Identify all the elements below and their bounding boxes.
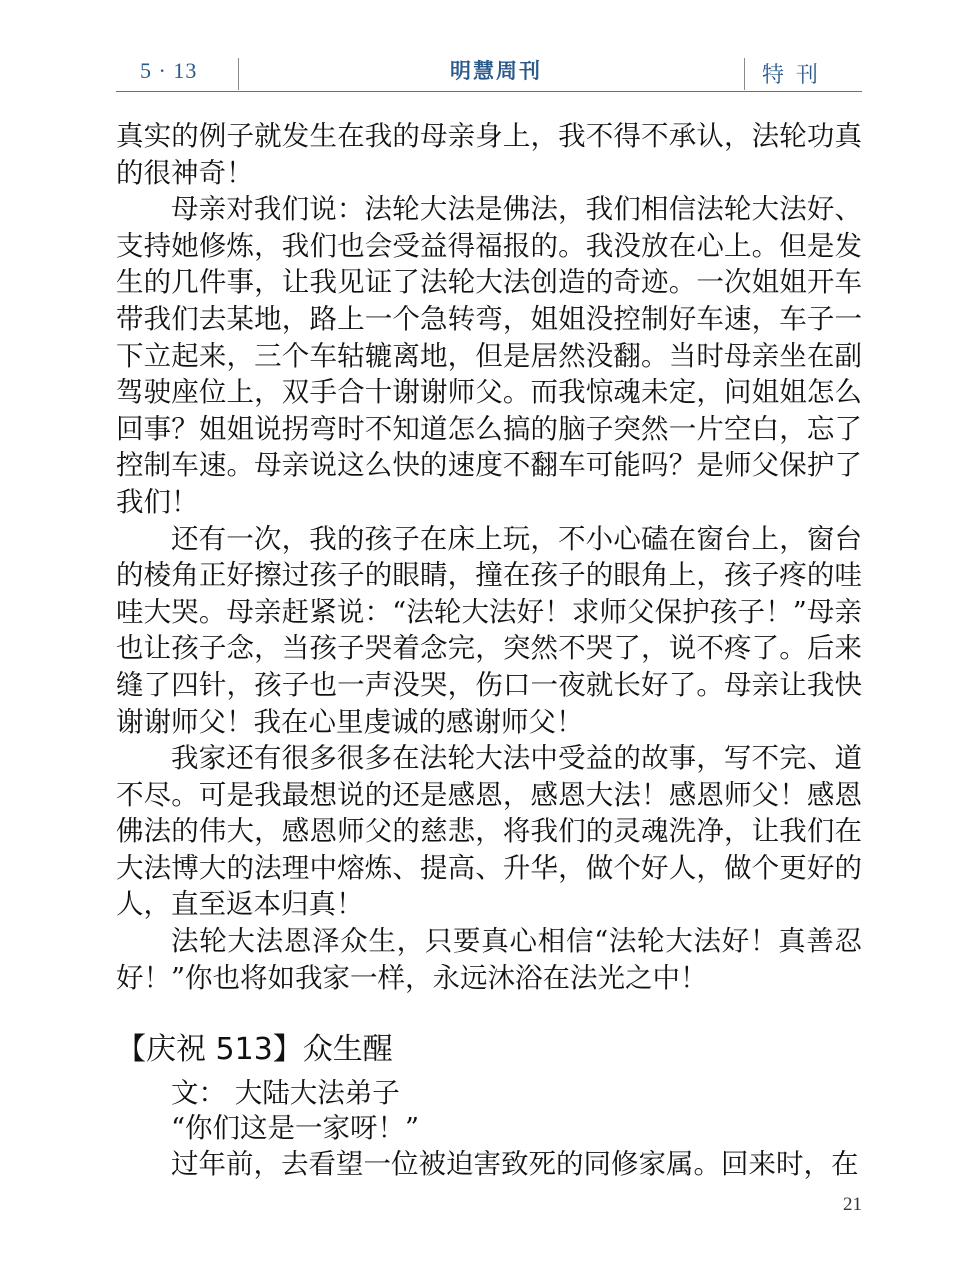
article-title: 【庆祝 513】众生醒 — [116, 1032, 393, 1068]
page-number: 21 — [843, 1194, 862, 1215]
section-label: 特刊 — [762, 63, 831, 88]
page-content — [116, 118, 862, 1183]
header-divider — [238, 58, 239, 90]
header-divider — [744, 58, 745, 90]
paragraph: 真实的例子就发生在我的母亲身上，我不得不承认，法轮功真的很神奇！ — [116, 120, 862, 189]
paragraph: 法轮大法恩泽众生，只要真心相信“法轮大法好！真善忍好！”你也将如我家一样，永远沐浴在法光之中！ — [116, 925, 862, 994]
article-quote: “你们这是一家呀！” — [171, 1112, 420, 1145]
header-rule — [116, 91, 862, 92]
publication-title: 明慧周刊 — [450, 59, 542, 83]
issue-date: 5 · 13 — [140, 58, 198, 83]
paragraph: 我家还有很多很多在法轮大法中受益的故事，写不完、道不尽。可是我最想说的还是感恩，感恩大法！感恩师父！感恩佛法的伟大，感恩师父的慈悲，将我们的灵魂洗净，让我们在大法博大的法理中熔炼、提高、升华，做个好人，做个更好的人，直至返本归真！ — [116, 742, 862, 921]
paragraph: 母亲对我们说：法轮大法是佛法，我们相信法轮大法好、支持她修炼，我们也会受益得福报的。我没放在心上。但是发生的几件事，让我见证了法轮大法创造的奇迹。一次姐姐开车带我们去某地，路上一个急转弯，姐姐没控制好车速，车子一下立起来，三个车轱辘离地，但是居然没翻。当时母亲坐在副驾驶座位上，双手合十谢谢师父。而我惊魂未定，问姐姐怎么回事？姐姐说拐弯时不知道怎么搞的脑子突然一片空白，忘了控制车速。母亲说这么快的速度不翻车可能吗？是师父保护了我们！ — [116, 193, 862, 518]
paragraph: 过年前，去看望一位被迫害致死的同修家属。回来时，在 — [171, 1148, 859, 1181]
paragraph: 还有一次，我的孩子在床上玩，不小心磕在窗台上，窗台的棱角正好擦过孩子的眼睛，撞在孩子的眼角上，孩子疼的哇哇大哭。母亲赶紧说：“法轮大法好！求师父保护孩子！”母亲也让孩子念，当孩子哭着念完，突然不哭了，说不疼了。后来缝了四针，孩子也一声没哭，伤口一夜就长好了。母亲让我快谢谢师父！我在心里虔诚的感谢师父！ — [116, 522, 862, 738]
article-byline: 文： 大陆大法弟子 — [171, 1077, 400, 1110]
page-header — [116, 52, 862, 94]
